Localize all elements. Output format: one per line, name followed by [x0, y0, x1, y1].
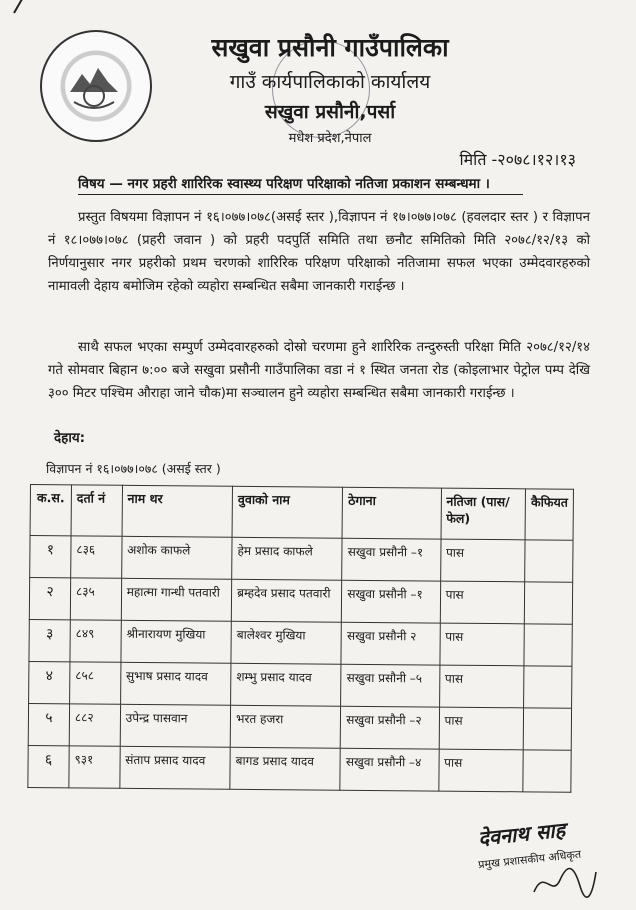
cell-result: पास: [439, 665, 524, 708]
cell-reg-no: ८३६: [71, 536, 122, 578]
results-table: [27, 484, 574, 793]
office-title: गाउँ कार्यपालिकाको कार्यालय: [229, 71, 431, 93]
cell-father-name: हेम प्रसाद काफले: [232, 537, 343, 580]
cell-name: महात्मा गान्धी पतवारी: [121, 578, 232, 621]
cell-address: सखुवा प्रसौनी २: [341, 622, 440, 665]
corner-mark: [13, 0, 27, 14]
table-row: [29, 578, 572, 625]
table-row: [30, 536, 573, 583]
header-name: नाम थर: [122, 485, 233, 537]
cell-remarks: [523, 750, 571, 792]
cell-result: पास: [440, 539, 525, 582]
table-row: [29, 661, 572, 708]
cell-father-name: बालेश्वर मुखिया: [231, 621, 342, 664]
cell-reg-no: ९३१: [69, 746, 120, 788]
header-remarks: कैफियत: [525, 489, 573, 540]
cell-remarks: [524, 624, 572, 666]
cell-name: संताप प्रसाद यादव: [120, 746, 231, 789]
cell-serial: ५: [28, 703, 69, 745]
cell-name: सुभाष प्रसाद यादव: [120, 662, 231, 705]
dehay-label: देहाय:: [54, 430, 86, 446]
cell-father-name: शम्भु प्रसाद यादव: [231, 663, 342, 706]
cell-remarks: [525, 540, 573, 582]
header-serial: क.स.: [30, 485, 71, 536]
province-title: मधेश प्रदेश,नेपाल: [288, 131, 372, 146]
signatory-name: देवनाथ साह: [477, 817, 567, 851]
cell-reg-no: ८५८: [70, 662, 121, 704]
cell-remarks: [523, 708, 571, 750]
cell-serial: ४: [29, 661, 70, 703]
handwritten-signature: [530, 862, 600, 902]
cell-result: पास: [440, 623, 525, 666]
cell-address: सखुवा प्रसौनी –१: [342, 538, 441, 581]
table-header-row: [30, 485, 573, 541]
cell-address: सखुवा प्रसौनी –१: [342, 580, 441, 623]
signatory-title: प्रमुख प्रशासकीय अधिकृत: [477, 847, 582, 872]
cell-name: श्रीनारायण मुखिया: [121, 620, 232, 663]
cell-serial: ६: [28, 745, 69, 787]
cell-remarks: [524, 582, 572, 624]
place-title: सखुवा प्रसौनी,पर्सा: [264, 101, 396, 123]
vigyapan-label: विज्ञापन नं १६।०७७।०७८ (असई स्तर ): [46, 461, 221, 476]
cell-father-name: बागड प्रसाद यादव: [230, 747, 341, 790]
cell-father-name: भरत हजरा: [230, 705, 341, 748]
municipality-title: सखुवा प्रसौनी गाउँपालिका: [211, 33, 449, 62]
cell-address: सखुवा प्रसौनी –२: [341, 706, 440, 749]
cell-serial: २: [29, 578, 70, 620]
cell-serial: १: [30, 536, 71, 578]
cell-remarks: [524, 666, 572, 708]
cell-serial: ३: [29, 619, 70, 661]
subject-line: विषय — नगर प्रहरी शारिरिक स्वास्थ्य परिक्षण परिक्षाको नतिजा प्रकाशन सम्बन्धमा ।: [78, 174, 523, 195]
cell-result: पास: [440, 581, 525, 624]
cell-address: सखुवा प्रसौनी –४: [340, 748, 439, 791]
body-paragraph-2: साथै सफल भएका सम्पुर्ण उम्मेदवारहरुको दोस्रो चरणमा हुने शारिरिक तन्दुरुस्ती परिक्षा मिति २०७८/१२/१४ गते सोमवार बिहान ७:०० बजे सखुवा प्रसौनी गाउँपालिका वडा नं १ स्थित जनता रोड (कोइलाभार पेट्रोल पम्प देखि ३०० मिटर पश्चिम औराहा जाने चौक)मा सञ्चालन हुने व्यहोरा सम्बन्धित सबैमा जानकारी गराईन्छ ।: [48, 340, 590, 401]
header-reg-no: दर्ता नं: [71, 485, 122, 536]
header-result: नतिजा (पास/फेल): [441, 488, 526, 540]
emblem-icon: [62, 52, 126, 116]
table-row: [28, 745, 571, 792]
header-father-name: वुवाको नाम: [232, 486, 343, 538]
letter-date: मिति -२०७८।१२।१३: [459, 150, 576, 169]
table-row: [28, 703, 571, 750]
cell-name: उपेन्द्र पासवान: [120, 704, 231, 747]
body-paragraph-1: प्रस्तुत विषयमा विज्ञापन नं १६।०७७।०७८(असई स्तर ),विज्ञापन नं १७।०७७।०७८ (हवलदार स्तर ) र विज्ञापन नं १८।०७७।०७८ (प्रहरी जवान ) को प्रहरी पदपुर्ति समिति तथा छनौट समितिको मिति २०७८/१२/१३ को निर्णयानुसार नगर प्रहरीको प्रथम चरणको शारिरिक परिक्षण परिक्षाको नतिजामा सफल भएका उम्मेदवारहरुको नामावली देहाय बमोजिम रहेको व्यहोरा सम्बन्धित सबैमा जानकारी गराईन्छ ।: [48, 210, 590, 294]
cell-name: अशोक काफले: [121, 536, 232, 579]
cell-reg-no: ८८२: [69, 704, 120, 746]
cell-reg-no: ८४९: [70, 620, 121, 662]
header-address: ठेगाना: [342, 487, 441, 539]
cell-result: पास: [439, 707, 524, 750]
cell-reg-no: ८३५: [70, 578, 121, 620]
cell-address: सखुवा प्रसौनी –५: [341, 664, 440, 707]
cell-father-name: ब्रम्हदेव प्रसाद पतवारी: [231, 579, 342, 622]
cell-result: पास: [438, 749, 523, 792]
table-row: [29, 619, 572, 666]
